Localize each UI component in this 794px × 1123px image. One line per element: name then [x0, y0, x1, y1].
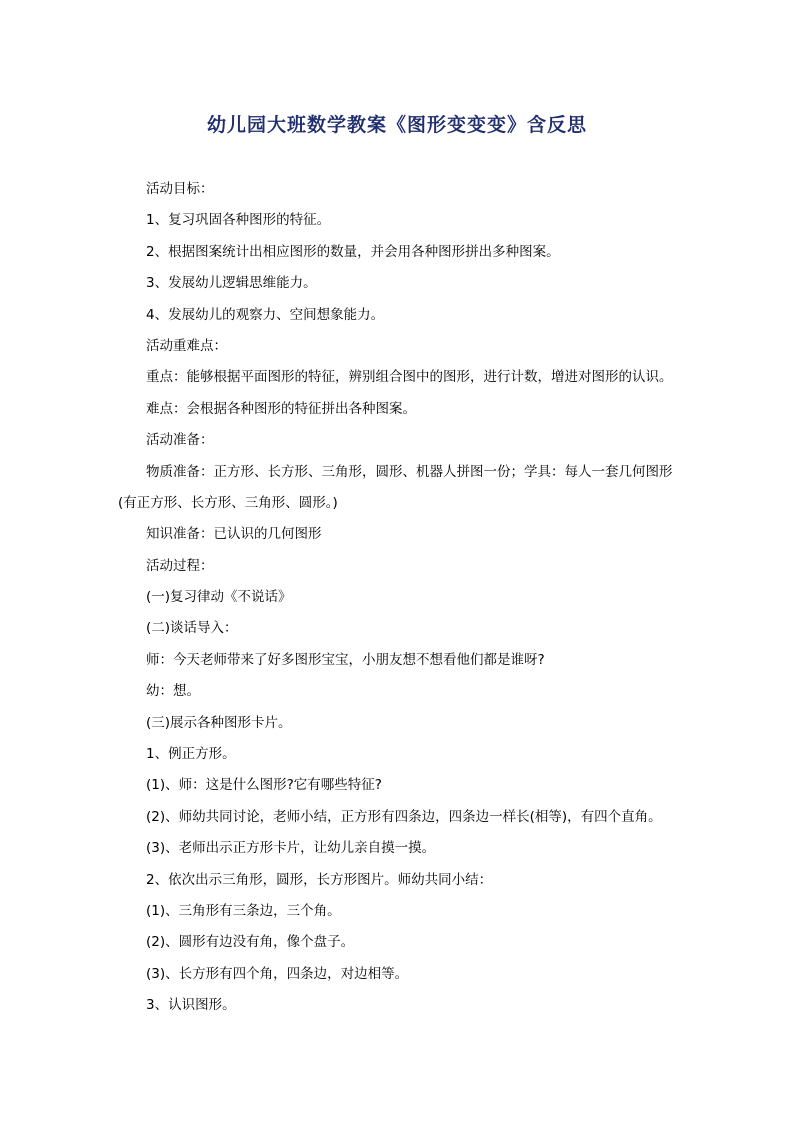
paragraph-circle: (2)、圆形有边没有角，像个盘子。 [146, 934, 355, 951]
paragraph-square-touch: (3)、老师出示正方形卡片，让幼儿亲自摸一摸。 [146, 840, 436, 857]
paragraph-step-3: (三)展示各种图形卡片。 [146, 714, 292, 731]
paragraph-objectives-heading: 活动目标： [146, 181, 214, 197]
paragraph-teacher-line: 师：今天老师带来了好多图形宝宝，小朋友想不想看他们都是谁呀? [146, 651, 545, 668]
paragraph-square-example: 1、例正方形。 [146, 746, 236, 763]
paragraph-process-heading: 活动过程： [146, 557, 214, 574]
paragraph-difficult-point: 难点：会根据各种图形的特征拼出各种图案。 [146, 400, 416, 417]
paragraph-objective-4: 4、发展幼儿的观察力、空间想象能力。 [146, 306, 385, 323]
paragraph-step-1: (一)复习律动《不说话》 [146, 589, 292, 606]
paragraph-square-question: (1)、师：这是什么图形?它有哪些特征? [146, 777, 382, 794]
paragraph-preparation-heading: 活动准备： [146, 432, 214, 449]
document-title: 幼儿园大班数学教案《图形变变变》含反思 [206, 114, 587, 136]
paragraph-step-2: (二)谈话导入： [146, 620, 238, 637]
paragraph-other-shapes: 2、依次出示三角形，圆形，长方形图片。师幼共同小结： [146, 871, 493, 888]
paragraph-child-line: 幼：想。 [146, 683, 200, 700]
paragraph-triangle: (1)、三角形有三条边，三个角。 [146, 902, 341, 919]
paragraph-objective-3: 3、发展幼儿逻辑思维能力。 [146, 275, 317, 292]
paragraph-rectangle: (3)、长方形有四个角，四条边，对边相等。 [146, 965, 409, 982]
paragraph-key-points-heading: 活动重难点： [146, 337, 227, 354]
paragraph-recognize-shapes: 3、认识图形。 [146, 997, 236, 1014]
paragraph-material-preparation-continued: (有正方形、长方形、三角形、圆形。) [118, 494, 338, 511]
paragraph-objective-1: 1、复习巩固各种图形的特征。 [146, 212, 331, 229]
paragraph-material-preparation: 物质准备：正方形、长方形、三角形，圆形、机器人拼图一份；学具：每人一套几何图形 [146, 463, 673, 480]
document-body [0, 174, 794, 1022]
paragraph-key-point: 重点：能够根据平面图形的特征，辨别组合图中的图形，进行计数，增进对图形的认识。 [146, 369, 673, 386]
paragraph-knowledge-preparation: 知识准备：已认识的几何图形 [146, 526, 322, 543]
paragraph-square-summary: (2)、师幼共同讨论，老师小结，正方形有四条边，四条边一样长(相等)，有四个直角。 [146, 808, 662, 825]
paragraph-objective-2: 2、根据图案统计出相应图形的数量，并会用各种图形拼出多种图案。 [146, 243, 560, 260]
